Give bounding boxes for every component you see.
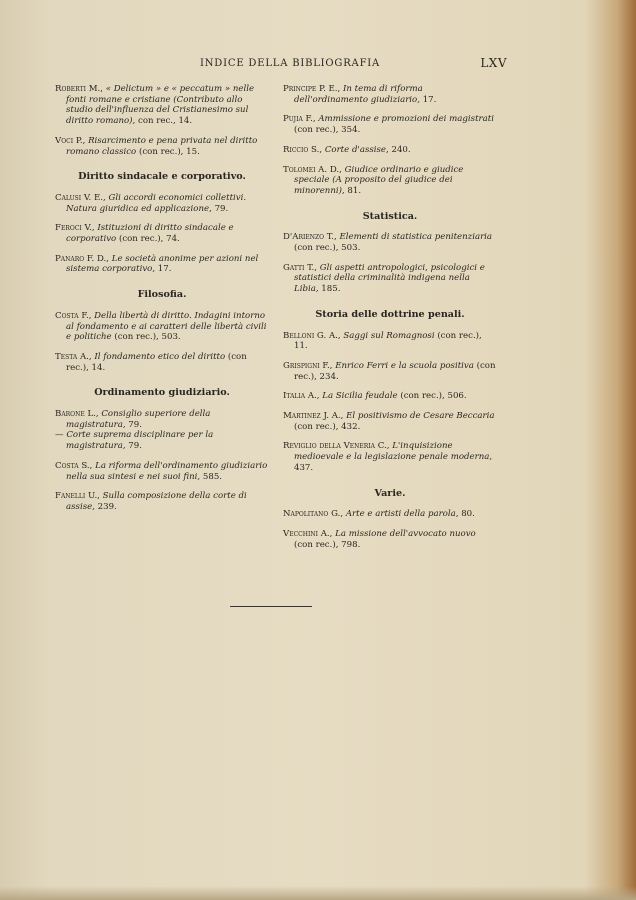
- section-heading: Statistica.: [362, 210, 418, 222]
- entry-author: Napolitano G.,: [283, 509, 344, 520]
- entry-author: D'Arienzo T.,: [283, 232, 337, 243]
- section-heading: Ordinamento giudiziario.: [94, 387, 230, 399]
- entry-reference: 185.: [318, 284, 341, 295]
- entry-reference: 17.: [155, 264, 172, 275]
- entry-author: Testa A.,: [55, 351, 92, 362]
- entry-author: Reviglio della Veneria C.,: [283, 441, 390, 452]
- entry-title: La missione dell'avvocato nuovo: [335, 528, 476, 539]
- page-number: LXV: [480, 56, 507, 70]
- entry-author: Panaro F. D.,: [55, 253, 110, 264]
- entry-reference: (con rec.), 11.: [294, 330, 482, 352]
- entry-title: La Sicilia feudale: [322, 391, 398, 402]
- bib-entry: [55, 461, 269, 482]
- section-heading: Filosofia.: [137, 289, 187, 301]
- entry-reference: 81.: [344, 185, 362, 196]
- entry-author: Vecchini A.,: [283, 528, 333, 539]
- entry-author: Principe P. E.,: [283, 84, 341, 94]
- entry-title: Risarcimento e pena privata nel diritto romano classico: [66, 135, 258, 157]
- entry-author: Fanelli U.,: [55, 491, 100, 502]
- entry-reference: (con rec.), 234.: [294, 360, 496, 382]
- bib-entry: [283, 145, 497, 156]
- bib-entry: [283, 361, 497, 382]
- entry-title: Gli accordi economici collettivi. Natura giuridica ed applicazione,: [66, 192, 247, 214]
- entry-reference: (con rec.), 432.: [294, 421, 361, 432]
- entry-title: Ammissione e promozioni dei magistrati: [318, 114, 494, 125]
- entry-author: Roberti M.,: [55, 84, 103, 94]
- entry-author: Pujia F.,: [283, 114, 316, 125]
- entry-title: Corte d'assise,: [324, 144, 389, 155]
- bib-entry: [283, 84, 497, 105]
- entry-reference: 80.: [458, 509, 475, 520]
- bib-entry: [283, 263, 497, 295]
- bib-entry: [283, 165, 497, 197]
- bib-entry: [55, 430, 269, 451]
- entry-reference: 437.: [294, 462, 314, 473]
- entry-title: Gli aspetti antropologici, psicologici e statistici della criminalità indigena nella Libia,: [294, 262, 485, 295]
- entry-author: Voci P.,: [55, 135, 86, 146]
- entry-reference: (con rec.), 503.: [111, 332, 181, 343]
- bib-entry: [283, 411, 497, 432]
- entry-author: Martinez J. A.,: [283, 411, 344, 422]
- entry-reference: (con rec.), 74.: [116, 234, 180, 245]
- entry-reference: 17.: [419, 94, 437, 105]
- section-heading: Varie.: [374, 487, 406, 499]
- bib-entry: [55, 254, 269, 275]
- entry-title: Consiglio superiore della magistratura,: [66, 409, 211, 430]
- entry-title: Le società anonime per azioni nel sistema corporativo,: [66, 253, 259, 275]
- entry-title: Sulla composizione della corte di assise,: [66, 491, 247, 512]
- bib-entry: [55, 84, 269, 127]
- page-edge-shadow: [0, 886, 636, 900]
- entry-author: Calusi V. E.,: [55, 192, 106, 203]
- bib-entry: [55, 409, 269, 430]
- entry-reference: 79.: [125, 441, 142, 452]
- entry-reference: (con rec.), 15.: [136, 146, 200, 157]
- entry-reference: 239.: [94, 501, 117, 512]
- bib-entry: [283, 391, 497, 402]
- entry-title: In tema di riforma dell'ordinamento giudiziario,: [294, 84, 423, 105]
- entry-author: Costa F.,: [55, 310, 92, 321]
- entry-title: Saggi sul Romagnosi: [343, 330, 435, 341]
- end-rule-divider: [230, 606, 312, 607]
- entry-title: Il fondamento etico del diritto: [94, 351, 226, 362]
- bib-entry: [283, 114, 497, 135]
- entry-title: El positivismo de Cesare Beccaria: [346, 411, 495, 422]
- entry-title: La riforma dell'ordinamento giudiziario nella sua sintesi e nei suoi fini,: [66, 460, 268, 482]
- entry-title: L'inquisizione medioevale e la legislazione penale moderna,: [294, 441, 493, 463]
- entry-author: Gatti T.,: [283, 262, 318, 273]
- entry-reference: 79.: [211, 203, 229, 214]
- left-column: [55, 84, 269, 522]
- entry-title: Istituzioni di diritto sindacale e corporativo: [66, 223, 234, 245]
- bib-entry: [283, 509, 497, 520]
- entry-reference: (con rec.), 14.: [66, 351, 247, 373]
- ditto-dash: —: [55, 430, 67, 441]
- bib-entry: [55, 491, 269, 512]
- bib-entry: [55, 223, 269, 244]
- section-heading: Diritto sindacale e corporativo.: [78, 171, 246, 183]
- bib-entry: [55, 311, 269, 343]
- section-heading: Storia delle dottrine penali.: [315, 308, 465, 320]
- entry-author: Belloni G. A.,: [283, 330, 341, 341]
- entry-reference: (con rec.), 506.: [397, 391, 467, 402]
- entry-author: Costa S.,: [55, 460, 93, 471]
- entry-reference: (con rec.), 354.: [294, 125, 361, 136]
- entry-title: Giudice ordinario e giudice speciale (A proposito del giudice dei minorenni),: [294, 164, 464, 196]
- bib-entry: [283, 331, 497, 352]
- bib-entry: [55, 193, 269, 214]
- entry-title: Corte suprema disciplinare per la magistratura,: [66, 430, 214, 452]
- entry-author: Tolomei A. D.,: [283, 164, 342, 175]
- entry-reference: con rec., 14.: [135, 116, 193, 127]
- bib-entry: [283, 232, 497, 253]
- entry-author: Italia A.,: [283, 391, 320, 402]
- running-header: [55, 56, 507, 72]
- entry-reference: 79.: [125, 419, 142, 430]
- right-column: [283, 84, 497, 559]
- entry-reference: 240.: [388, 144, 411, 155]
- bib-entry: [283, 529, 497, 550]
- entry-reference: 585.: [200, 471, 223, 482]
- entry-author: Riccio S.,: [283, 144, 323, 155]
- entry-author: Feroci V.,: [55, 223, 95, 234]
- header-title: INDICE DELLA BIBLIOGRAFIA: [200, 58, 381, 69]
- entry-author: Barone L.,: [55, 409, 99, 420]
- bib-entry: [55, 352, 269, 373]
- entry-title: Arte e artisti della parola,: [345, 509, 459, 520]
- bib-entry: [55, 136, 269, 157]
- entry-author: Grispigni F.,: [283, 360, 333, 371]
- bib-entry: [283, 441, 497, 473]
- entry-reference: (con rec.), 503.: [294, 243, 361, 254]
- entry-title: Enrico Ferri e la scuola positiva: [335, 360, 474, 371]
- entry-reference: (con rec.), 798.: [294, 539, 361, 550]
- entry-title: Della libertà di diritto. Indagini intorno al fondamento e ai caratteri delle libertà civili e politiche: [66, 310, 267, 343]
- entry-title: « Delictum » e « peccatum » nelle fonti romane e cristiane (Contributo allo studio dell'influenza del Cristianesimo sul diritto romano),: [66, 84, 255, 127]
- entry-title: Elementi di statistica penitenziaria: [339, 232, 493, 243]
